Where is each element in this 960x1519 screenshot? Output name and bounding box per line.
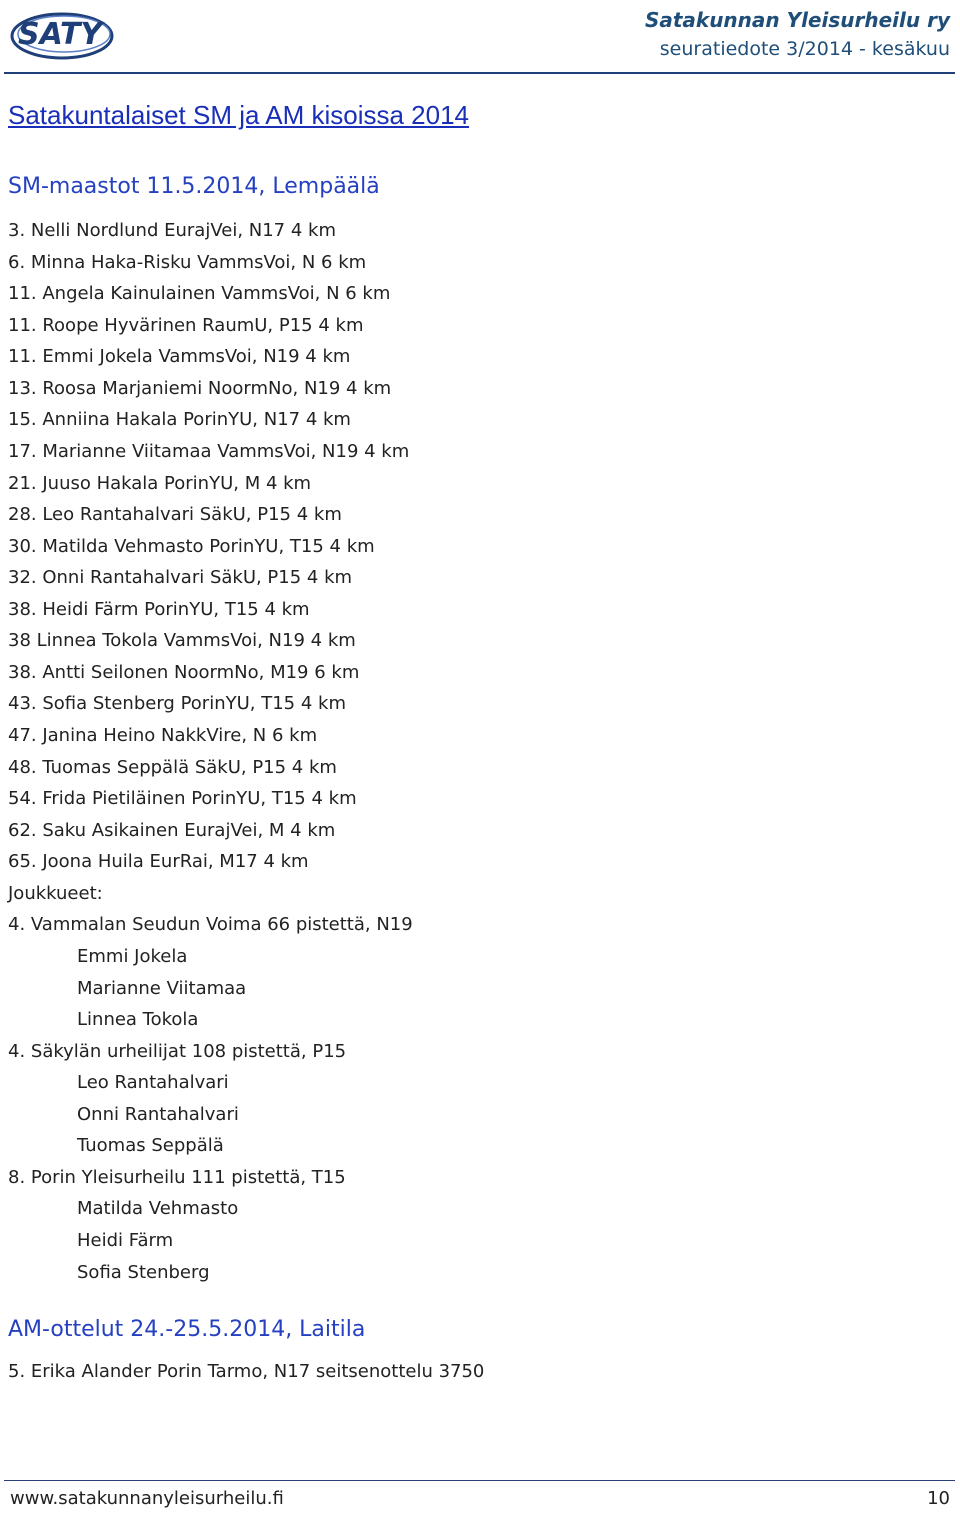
team-member: Sofia Stenberg <box>77 1261 210 1283</box>
footer-url: www.satakunnanyleisurheilu.fi <box>10 1488 284 1509</box>
team-member: Tuomas Seppälä <box>77 1135 224 1157</box>
saty-logo <box>10 6 114 62</box>
team-member: Matilda Vehmasto <box>77 1198 239 1220</box>
result-item: 5. Erika Alander Porin Tarmo, N17 seitsenottelu 3750 <box>8 1361 485 1382</box>
teams-label: Joukkueet: <box>8 882 103 904</box>
result-item: 43. Sofia Stenberg PorinYU, T15 4 km <box>8 693 346 715</box>
team-member: Emmi Jokela <box>77 945 188 967</box>
footer-divider <box>4 1480 955 1481</box>
result-item: 11. Roope Hyvärinen RaumU, P15 4 km <box>8 314 364 336</box>
team-title: 8. Porin Yleisurheilu 111 pistettä, T15 <box>8 1166 346 1188</box>
result-item: 32. Onni Rantahalvari SäkU, P15 4 km <box>8 567 353 589</box>
team-member: Heidi Färm <box>77 1230 174 1251</box>
result-item: 54. Frida Pietiläinen PorinYU, T15 4 km <box>8 788 357 810</box>
result-item: 62. Saku Asikainen EurajVei, M 4 km <box>8 819 336 841</box>
team-member: Marianne Viitamaa <box>77 977 247 999</box>
result-item: 11. Angela Kainulainen VammsVoi, N 6 km <box>8 283 391 305</box>
team-entry <box>8 1162 413 1288</box>
am-results-list <box>8 1356 484 1388</box>
team-title: 4. Säkylän urheilijat 108 pistettä, P15 <box>8 1040 347 1062</box>
sm-results-list <box>8 215 413 1288</box>
page-header <box>0 0 960 72</box>
result-item: 21. Juuso Hakala PorinYU, M 4 km <box>8 472 312 494</box>
header-divider <box>4 72 955 74</box>
page-title: Satakuntalaiset SM ja AM kisoissa 2014 <box>8 100 470 130</box>
result-item: 30. Matilda Vehmasto PorinYU, T15 4 km <box>8 535 375 557</box>
result-item: 48. Tuomas Seppälä SäkU, P15 4 km <box>8 756 337 778</box>
bulletin-issue: seuratiedote 3/2014 - kesäkuu <box>659 38 950 60</box>
logo-text: SATY <box>18 17 103 52</box>
team-member: Linnea Tokola <box>77 1009 199 1031</box>
result-item: 38. Heidi Färm PorinYU, T15 4 km <box>8 598 310 620</box>
result-item: 17. Marianne Viitamaa VammsVoi, N19 4 km <box>8 440 410 462</box>
result-item: 6. Minna Haka-Risku VammsVoi, N 6 km <box>8 251 367 273</box>
team-member: Onni Rantahalvari <box>77 1103 239 1125</box>
result-item: 3. Nelli Nordlund EurajVei, N17 4 km <box>8 220 336 241</box>
team-entry <box>8 1036 413 1162</box>
team-entry <box>8 909 413 1035</box>
sm-section-heading: SM-maastot 11.5.2014, Lempäälä <box>8 174 380 199</box>
result-item: 13. Roosa Marjaniemi NoormNo, N19 4 km <box>8 377 392 399</box>
team-title: 4. Vammalan Seudun Voima 66 pistettä, N19 <box>8 914 413 936</box>
page-number: 10 <box>927 1488 950 1509</box>
am-section-heading: AM-ottelut 24.-25.5.2014, Laitila <box>8 1317 366 1342</box>
org-name: Satakunnan Yleisurheilu ry <box>644 8 950 32</box>
result-item: 38 Linnea Tokola VammsVoi, N19 4 km <box>8 630 356 652</box>
result-item: 38. Antti Seilonen NoormNo, M19 6 km <box>8 661 360 683</box>
result-item: 15. Anniina Hakala PorinYU, N17 4 km <box>8 409 351 431</box>
team-member: Leo Rantahalvari <box>77 1072 229 1094</box>
result-item: 65. Joona Huila EurRai, M17 4 km <box>8 851 309 873</box>
result-item: 11. Emmi Jokela VammsVoi, N19 4 km <box>8 346 351 368</box>
result-item: 47. Janina Heino NakkVire, N 6 km <box>8 725 318 746</box>
result-item: 28. Leo Rantahalvari SäkU, P15 4 km <box>8 504 342 526</box>
